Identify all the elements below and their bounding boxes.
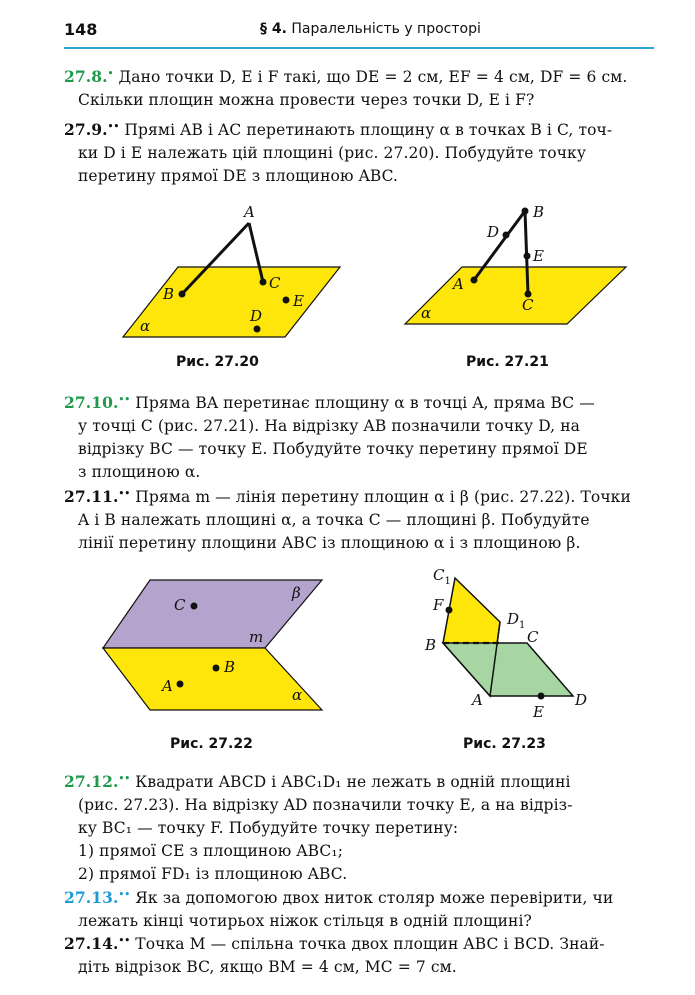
- plane-beta: [103, 580, 322, 648]
- plane-alpha: [123, 267, 340, 337]
- problem-number: 27.10.••: [64, 393, 131, 413]
- problem-line: Квадрати ABCD і ABC₁D₁ не лежать в одній площині: [135, 773, 571, 792]
- point-A: [177, 681, 184, 688]
- label-C: C: [527, 628, 539, 646]
- problem-line: Пряма m — лінія перетину площин α і β (рис. 27.22). Точки: [135, 488, 631, 507]
- section-name: Паралельність у просторі: [291, 21, 481, 37]
- label-beta: β: [292, 584, 301, 602]
- problem-line: Точка M — спільна точка двох площин ABC і BCD. Знай-: [135, 935, 605, 954]
- label-E: E: [293, 292, 304, 310]
- problem-line: з площиною α.: [78, 463, 201, 482]
- point-B: [179, 291, 186, 298]
- point-E: [524, 253, 531, 260]
- problem-line: Дано точки D, E і F такі, що DE = 2 см, EF = 4 см, DF = 6 см.: [118, 68, 628, 87]
- point-A: [471, 277, 478, 284]
- problem-number: 27.14.••: [64, 934, 131, 954]
- label-m: m: [249, 628, 264, 646]
- problem-27-12: [64, 768, 664, 886]
- page-number: 148: [64, 20, 98, 39]
- problem-line: A і B належать площині α, а точка C — площині β. Побудуйте: [78, 511, 590, 530]
- caption-27-20: Рис. 27.20: [176, 354, 259, 370]
- label-D: D: [575, 691, 588, 709]
- caption-27-21: Рис. 27.21: [466, 354, 549, 370]
- label-A: A: [453, 275, 464, 293]
- point-C: [260, 279, 267, 286]
- figures-20-21: [0, 195, 695, 355]
- problem-line: Як за допомогою двох ниток столяр може перевірити, чи: [135, 889, 614, 908]
- label-alpha: α: [292, 686, 303, 704]
- problem-line: Скільки площин можна провести через точки D, E і F?: [78, 91, 535, 110]
- label-C: C: [174, 596, 186, 614]
- plane-alpha: [405, 267, 626, 324]
- label-alpha: α: [421, 304, 432, 322]
- header-rule: [64, 47, 654, 49]
- page-header: [64, 18, 654, 48]
- problem-line: лінії перетину площини ABC із площиною α і з площиною β.: [78, 534, 581, 553]
- label-D: D: [487, 223, 500, 241]
- label-B: B: [163, 285, 175, 303]
- label-B: B: [224, 658, 236, 676]
- label-C: C: [522, 296, 534, 314]
- problem-27-11: [64, 483, 664, 555]
- problem-27-8: [64, 63, 664, 112]
- label-E: E: [533, 703, 544, 721]
- problem-number: 27.9.••: [64, 120, 120, 140]
- label-B: B: [425, 636, 437, 654]
- problem-line: (рис. 27.23). На відрізку AD позначили точку E, а на відріз-: [78, 796, 573, 815]
- problem-27-10: [64, 389, 664, 484]
- problem-number: 27.8.•: [64, 67, 114, 87]
- label-B: B: [533, 203, 545, 221]
- point-B: [522, 208, 529, 215]
- label-alpha: α: [140, 317, 151, 335]
- square-ABCD: [443, 643, 573, 696]
- point-C: [191, 603, 198, 610]
- figures-22-23: [0, 560, 695, 730]
- label-F: F: [433, 596, 444, 614]
- problem-line: ку BC₁ — точку F. Побудуйте точку перетину:: [78, 819, 459, 838]
- problem-number: 27.13.••: [64, 888, 131, 908]
- problem-line: діть відрізок BC, якщо BM = 4 см, MC = 7 см.: [78, 958, 457, 977]
- label-A: A: [244, 203, 255, 221]
- label-C: C: [269, 274, 281, 292]
- caption-27-23: Рис. 27.23: [463, 736, 546, 752]
- problem-line: Пряма BA перетинає площину α в точці A, пряма BC —: [135, 394, 595, 413]
- point-D: [503, 232, 510, 239]
- problem-line: ки D і E належать цій площині (рис. 27.20). Побудуйте точку: [78, 144, 587, 163]
- section-prefix: § 4.: [260, 21, 287, 37]
- point-D: [254, 326, 261, 333]
- problem-line: 1) прямої CE з площиною ABC₁;: [78, 842, 344, 861]
- point-E: [283, 297, 290, 304]
- problem-27-14: [64, 930, 664, 979]
- problem-line: Прямі AB і AC перетинають площину α в точках B і C, точ-: [124, 121, 613, 140]
- label-A: A: [472, 691, 483, 709]
- problem-line: 2) прямої FD₁ із площиною ABC.: [78, 865, 348, 884]
- problem-27-13: [64, 884, 664, 933]
- point-B: [213, 665, 220, 672]
- plane-alpha: [103, 648, 322, 710]
- problem-line: перетину прямої DE з площиною ABC.: [78, 167, 399, 186]
- label-C1: $C_1$: [433, 566, 451, 587]
- problem-number: 27.11.••: [64, 487, 131, 507]
- figure-27-22: [103, 580, 322, 710]
- figure-27-20: [123, 203, 340, 337]
- figure-27-23: [424, 566, 587, 721]
- problem-line: лежать кінці чотирьох ніжок стільця в одній площині?: [78, 912, 532, 931]
- point-E: [538, 693, 545, 700]
- problem-line: у точці C (рис. 27.21). На відрізку AB позначили точку D, на: [78, 417, 580, 436]
- label-D1: $D_1$: [507, 610, 526, 631]
- problem-27-9: [64, 116, 664, 188]
- problem-number: 27.12.••: [64, 772, 131, 792]
- label-E: E: [533, 247, 544, 265]
- problem-line: відрізку BC — точку E. Побудуйте точку перетину прямої DE: [78, 440, 588, 459]
- caption-27-22: Рис. 27.22: [170, 736, 253, 752]
- label-D: D: [250, 307, 263, 325]
- section-title: [260, 21, 481, 37]
- figure-27-21: [405, 203, 626, 324]
- point-F: [446, 607, 453, 614]
- label-A: A: [162, 677, 173, 695]
